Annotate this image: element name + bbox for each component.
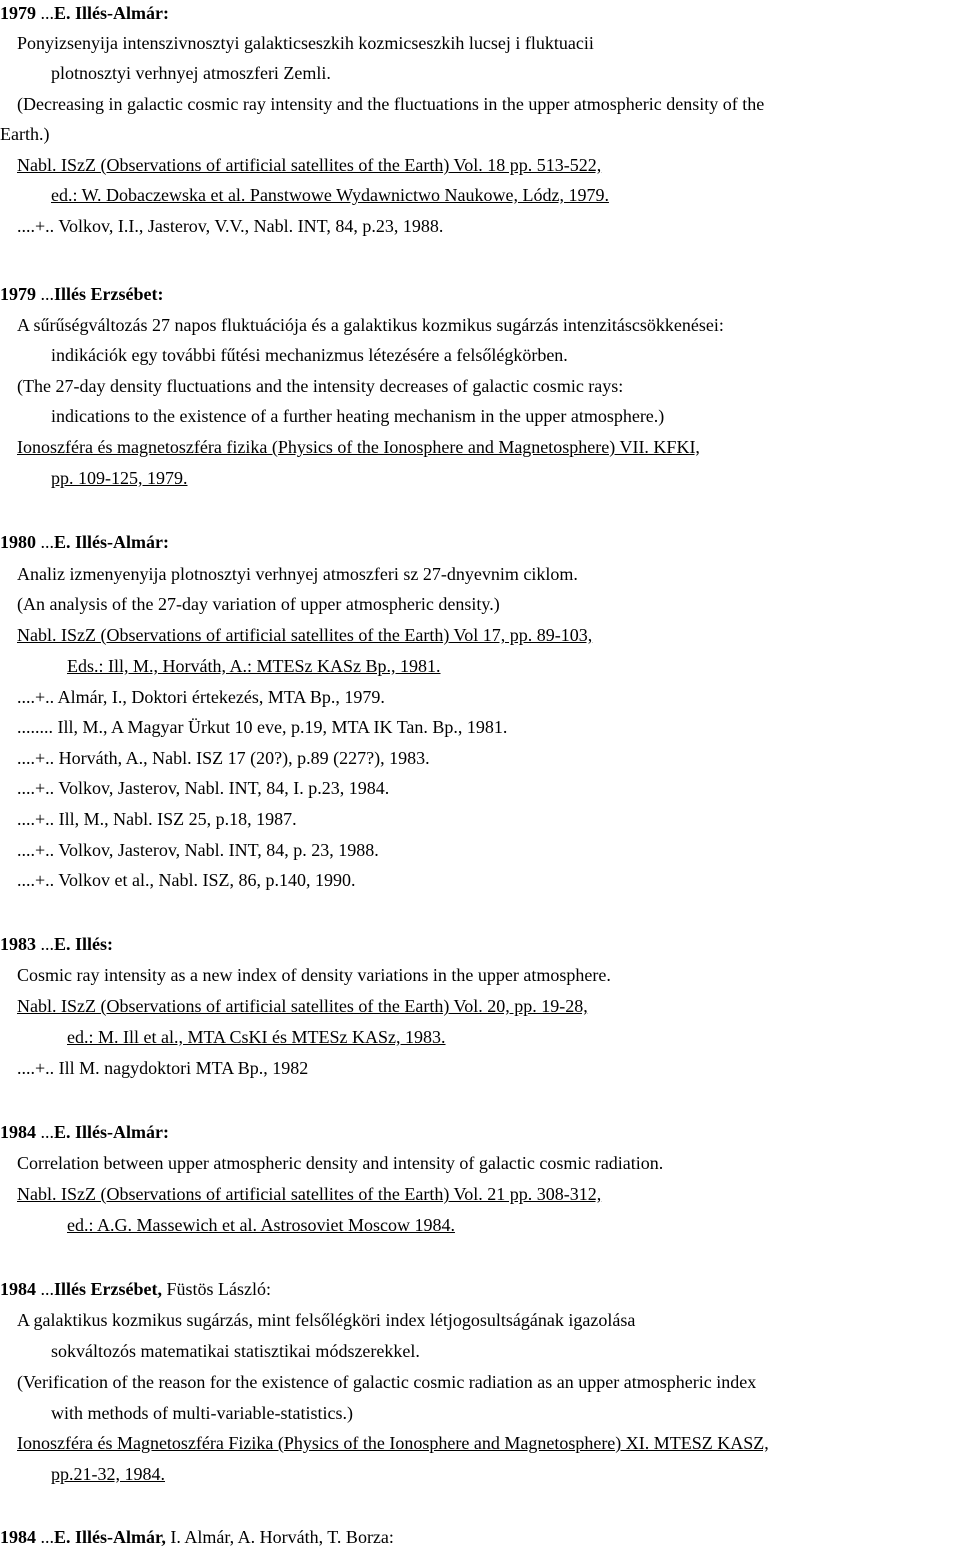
entry-separator: ... — [36, 3, 54, 23]
entry-separator: ... — [36, 934, 54, 954]
publication-line: Nabl. ISzZ (Observations of artificial satellites of the Earth) Vol 17, pp. 89-103, — [17, 625, 593, 645]
entry-author: E. Illés-Almár, — [54, 1527, 166, 1547]
title-line: Ponyizsenyija intenszivnosztyi galakticseszkih kozmicseszkih lucsej i fluktuacii — [17, 33, 594, 53]
citation-line: ....+.. Volkov, Jasterov, Nabl. INT, 84, I. p.23, 1984. — [17, 778, 390, 798]
translation-line: (Verification of the reason for the existence of galactic cosmic radiation as an upper atmospheric index — [17, 1372, 757, 1392]
entry-heading — [0, 933, 113, 955]
entry-separator: ... — [36, 284, 54, 304]
translation-line: Earth.) — [0, 124, 50, 144]
title-line: Correlation between upper atmospheric density and intensity of galactic cosmic radiation. — [17, 1153, 664, 1173]
publication-line: Eds.: Ill, M., Horváth, A.: MTESz KASz Bp., 1981. — [67, 656, 441, 676]
entry-year: 1984 — [0, 1279, 36, 1299]
entry-year: 1984 — [0, 1122, 36, 1142]
entry-coauthors: I. Almár, A. Horváth, T. Borza: — [165, 1527, 394, 1547]
entry-author: Illés Erzsébet, — [54, 1279, 162, 1299]
entry-separator: ... — [36, 532, 54, 552]
entry-heading — [0, 1121, 169, 1143]
translation-line: (Decreasing in galactic cosmic ray intensity and the fluctuations in the upper atmospheric density of the — [17, 94, 765, 114]
publication-line: pp. 109-125, 1979. — [51, 468, 188, 488]
entry-separator: ... — [36, 1279, 54, 1299]
citation-line: ....+.. Volkov, Jasterov, Nabl. INT, 84, p. 23, 1988. — [17, 840, 379, 860]
publication-line: ed.: A.G. Massewich et al. Astrosoviet Moscow 1984. — [67, 1215, 455, 1235]
publication-line: pp.21-32, 1984. — [51, 1464, 165, 1484]
entry-author: E. Illés: — [54, 934, 114, 954]
entry-heading — [0, 2, 169, 24]
publication-line: ed.: M. Ill et al., MTA CsKI és MTESz KASz, 1983. — [67, 1027, 446, 1047]
title-line: plotnosztyi verhnyej atmoszferi Zemli. — [51, 63, 331, 83]
publication-line: Nabl. ISzZ (Observations of artificial satellites of the Earth) Vol. 21 pp. 308-312, — [17, 1184, 602, 1204]
citation-line: ....+.. Ill, M., Nabl. ISZ 25, p.18, 1987. — [17, 809, 297, 829]
entry-year: 1980 — [0, 532, 36, 552]
citation-line: ........ Ill, M., A Magyar Ürkut 10 eve, p.19, MTA IK Tan. Bp., 1981. — [17, 717, 508, 737]
entry-coauthors: Füstös László: — [161, 1279, 271, 1299]
title-line: A galaktikus kozmikus sugárzás, mint felsőlégköri index létjogosultságának igazolása — [17, 1310, 636, 1330]
entry-author: E. Illés-Almár: — [54, 532, 169, 552]
publication-line: Nabl. ISzZ (Observations of artificial satellites of the Earth) Vol. 18 pp. 513-522, — [17, 155, 602, 175]
translation-line: (An analysis of the 27-day variation of upper atmospheric density.) — [17, 594, 500, 614]
publication-line: ed.: W. Dobaczewska et al. Panstwowe Wydawnictwo Naukowe, Lódz, 1979. — [51, 185, 609, 205]
translation-line: indications to the existence of a further heating mechanism in the upper atmosphere.) — [51, 406, 665, 426]
title-line: indikációk egy további fűtési mechanizmus létezésére a felsőlégkörben. — [51, 345, 568, 365]
publication-line: Ionoszféra és magnetoszféra fizika (Physics of the Ionosphere and Magnetosphere) VII. KFKI, — [17, 437, 700, 457]
entry-year: 1979 — [0, 3, 36, 23]
entry-year: 1983 — [0, 934, 36, 954]
entry-year: 1979 — [0, 284, 36, 304]
citation-line: ....+.. Horváth, A., Nabl. ISZ 17 (20?), p.89 (227?), 1983. — [17, 748, 430, 768]
entry-separator: ... — [36, 1122, 54, 1142]
entry-heading — [0, 1526, 394, 1548]
translation-line: with methods of multi-variable-statistics.) — [51, 1403, 353, 1423]
entry-author: Illés Erzsébet: — [54, 284, 164, 304]
citation-line: ....+.. Ill M. nagydoktori MTA Bp., 1982 — [17, 1058, 309, 1078]
entry-author: E. Illés-Almár: — [54, 3, 169, 23]
citation-line: ....+.. Almár, I., Doktori értekezés, MTA Bp., 1979. — [17, 687, 385, 707]
entry-year: 1984 — [0, 1527, 36, 1547]
publication-line: Ionoszféra és Magnetoszféra Fizika (Physics of the Ionosphere and Magnetosphere) XI. MTESZ KASZ, — [17, 1433, 769, 1453]
citation-line: ....+.. Volkov et al., Nabl. ISZ, 86, p.140, 1990. — [17, 870, 356, 890]
title-line: sokváltozós matematikai statisztikai módszerekkel. — [51, 1341, 420, 1361]
entry-author: E. Illés-Almár: — [54, 1122, 169, 1142]
citation-line: ....+.. Volkov, I.I., Jasterov, V.V., Nabl. INT, 84, p.23, 1988. — [17, 216, 444, 236]
title-line: Cosmic ray intensity as a new index of density variations in the upper atmosphere. — [17, 965, 611, 985]
entry-heading — [0, 1278, 271, 1300]
publication-line: Nabl. ISzZ (Observations of artificial satellites of the Earth) Vol. 20, pp. 19-28, — [17, 996, 588, 1016]
entry-separator: ... — [36, 1527, 54, 1547]
entry-heading — [0, 283, 163, 305]
entry-heading — [0, 531, 169, 553]
translation-line: (The 27-day density fluctuations and the intensity decreases of galactic cosmic rays: — [17, 376, 624, 396]
title-line: Analiz izmenyenyija plotnosztyi verhnyej atmoszferi sz 27-dnyevnim ciklom. — [17, 564, 578, 584]
title-line: A sűrűségváltozás 27 napos fluktuációja és a galaktikus kozmikus sugárzás intenzitáscsökkenései: — [17, 315, 724, 335]
